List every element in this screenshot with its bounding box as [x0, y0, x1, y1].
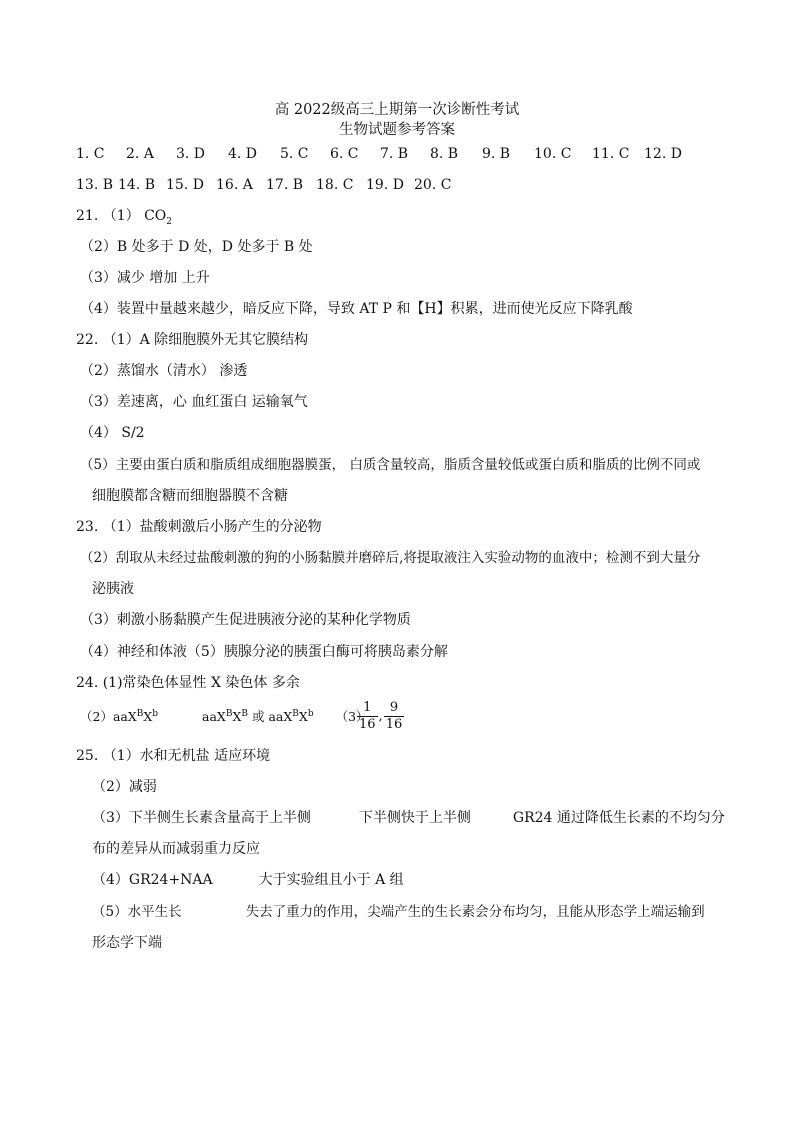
- mc-answers-row-1: [76, 145, 684, 163]
- mc-answer: 7. B: [380, 146, 409, 162]
- q23-part2-line1: （2）刮取从未经过盐酸刺激的狗的小肠黏膜并磨碎后,将提取液注入实验动物的血液中；检测不到大量分: [80, 550, 701, 566]
- page-subtitle: 生物试题参考答案: [339, 122, 455, 138]
- q25-part5-line2: 形态学下端: [92, 935, 162, 951]
- q25-part3-line2: 布的差异从而减弱重力反应: [92, 841, 260, 857]
- q21-part2: （2）B 处多于 D 处，D 处多于 B 处: [80, 239, 313, 255]
- genotype-2: $aaX^BX^B$: [202, 708, 248, 724]
- mc-answer: 12. D: [644, 146, 682, 162]
- q24-part3-label: （3）: [335, 709, 369, 724]
- q23-part1: 23. （1）盐酸刺激后小肠产生的分泌物: [76, 519, 322, 535]
- q25-part5-line1: [92, 903, 705, 921]
- q21-part3: （3）减少 增加 上升: [80, 270, 210, 286]
- q24-part2-3: [80, 708, 369, 726]
- q21-subscript: 2: [166, 216, 172, 227]
- q21-part4: （4）装置中量越来越少，暗反应下降，导致 AT P 和【H】积累，进而使光反应下降乳酸: [80, 301, 633, 317]
- mc-answers-row-2: [76, 176, 458, 194]
- q23-part4: （4）神经和体液（5）胰腺分泌的胰蛋白酶可将胰岛素分解: [80, 644, 448, 660]
- mc-answer: 17. B: [266, 177, 304, 193]
- q22-part5-line2: 细胞膜都含糖而细胞器膜不含糖: [92, 488, 288, 504]
- q21-part1-text: 21. （1） CO: [76, 208, 167, 224]
- q22-part1: 22. （1）A 除细胞膜外无其它膜结构: [76, 332, 309, 348]
- genotype-3: $aaX^BX^b$: [268, 708, 314, 724]
- q23-part3: （3）刺激小肠黏膜产生促进胰液分泌的某种化学物质: [80, 612, 411, 628]
- mc-answer: 10. C: [534, 146, 572, 162]
- mc-answer: 20. C: [414, 177, 452, 193]
- q22-part3: （3）差速离，心 血红蛋白 运输氧气: [80, 394, 308, 410]
- q25-part1: 25. （1）水和无机盐 适应环境: [76, 748, 271, 764]
- mc-answer: 13. B: [76, 177, 114, 193]
- q25-part2: （2）减弱: [92, 779, 157, 795]
- q24-fractions: $\frac{1}{16}$ , $\frac{9}{16}$: [359, 700, 403, 732]
- mc-answer: 11. C: [592, 146, 630, 162]
- q24-part2-label: （2）: [80, 709, 113, 724]
- mc-answer: 3. D: [176, 146, 206, 162]
- mc-answer: 19. D: [366, 177, 404, 193]
- mc-answer: 15. D: [166, 177, 204, 193]
- q25-part3-line1: [92, 809, 725, 827]
- q22-part2: （2）蒸馏水（清水） 渗透: [80, 363, 248, 379]
- q25-part5-answer-2: 失去了重力的作用，尖端产生的生长素会分布均匀，且能从形态学上端运输到: [245, 904, 705, 920]
- q25-part4-answer-2: 大于实验组且小于 A 组: [258, 872, 404, 888]
- genotype-1: $aaX^BX^b$: [112, 708, 159, 724]
- mc-answer: 9. B: [482, 146, 511, 162]
- mc-answer: 5. C: [280, 146, 309, 162]
- q25-part3-answer-2: 下半侧快于上半侧: [358, 810, 471, 826]
- mc-answer: 8. B: [430, 146, 459, 162]
- mc-answer: 1. C: [76, 146, 105, 162]
- mc-answer: 14. B: [118, 177, 156, 193]
- page-title: 高 2022级高三上期第一次诊断性考试: [274, 102, 520, 118]
- mc-answer: 2. A: [126, 146, 154, 162]
- q25-part5-answer-1: （5）水平生长: [92, 904, 182, 920]
- q22-part5-line1: （5）主要由蛋白质和脂质组成细胞器膜蛋， 白质含量较高，脂质含量较低或蛋白质和脂质的比例不同或: [80, 457, 701, 473]
- or-text: 或: [251, 709, 265, 724]
- mc-answer: 4. D: [228, 146, 258, 162]
- fraction-1: $\frac{1}{16}$: [359, 700, 376, 732]
- q25-part4: [92, 871, 404, 889]
- mc-answer: 6. C: [330, 146, 359, 162]
- mc-answer: 16. A: [216, 177, 253, 193]
- mc-answer: 18. C: [316, 177, 354, 193]
- q25-part4-answer-1: （4）GR24+NAA: [92, 872, 213, 888]
- q25-part3-answer-3: GR24 通过降低生长素的不均匀分: [512, 810, 725, 826]
- q23-part2-line2: 泌胰液: [92, 581, 134, 597]
- q21-part1: [76, 207, 172, 225]
- q24-part1: 24. (1)常染色体显性 X 染色体 多余: [76, 675, 300, 691]
- q22-part4: （4） S/2: [80, 425, 145, 441]
- fraction-2: $\frac{9}{16}$: [385, 700, 403, 732]
- q25-part3-answer-1: （3）下半侧生长素含量高于上半侧: [92, 810, 311, 826]
